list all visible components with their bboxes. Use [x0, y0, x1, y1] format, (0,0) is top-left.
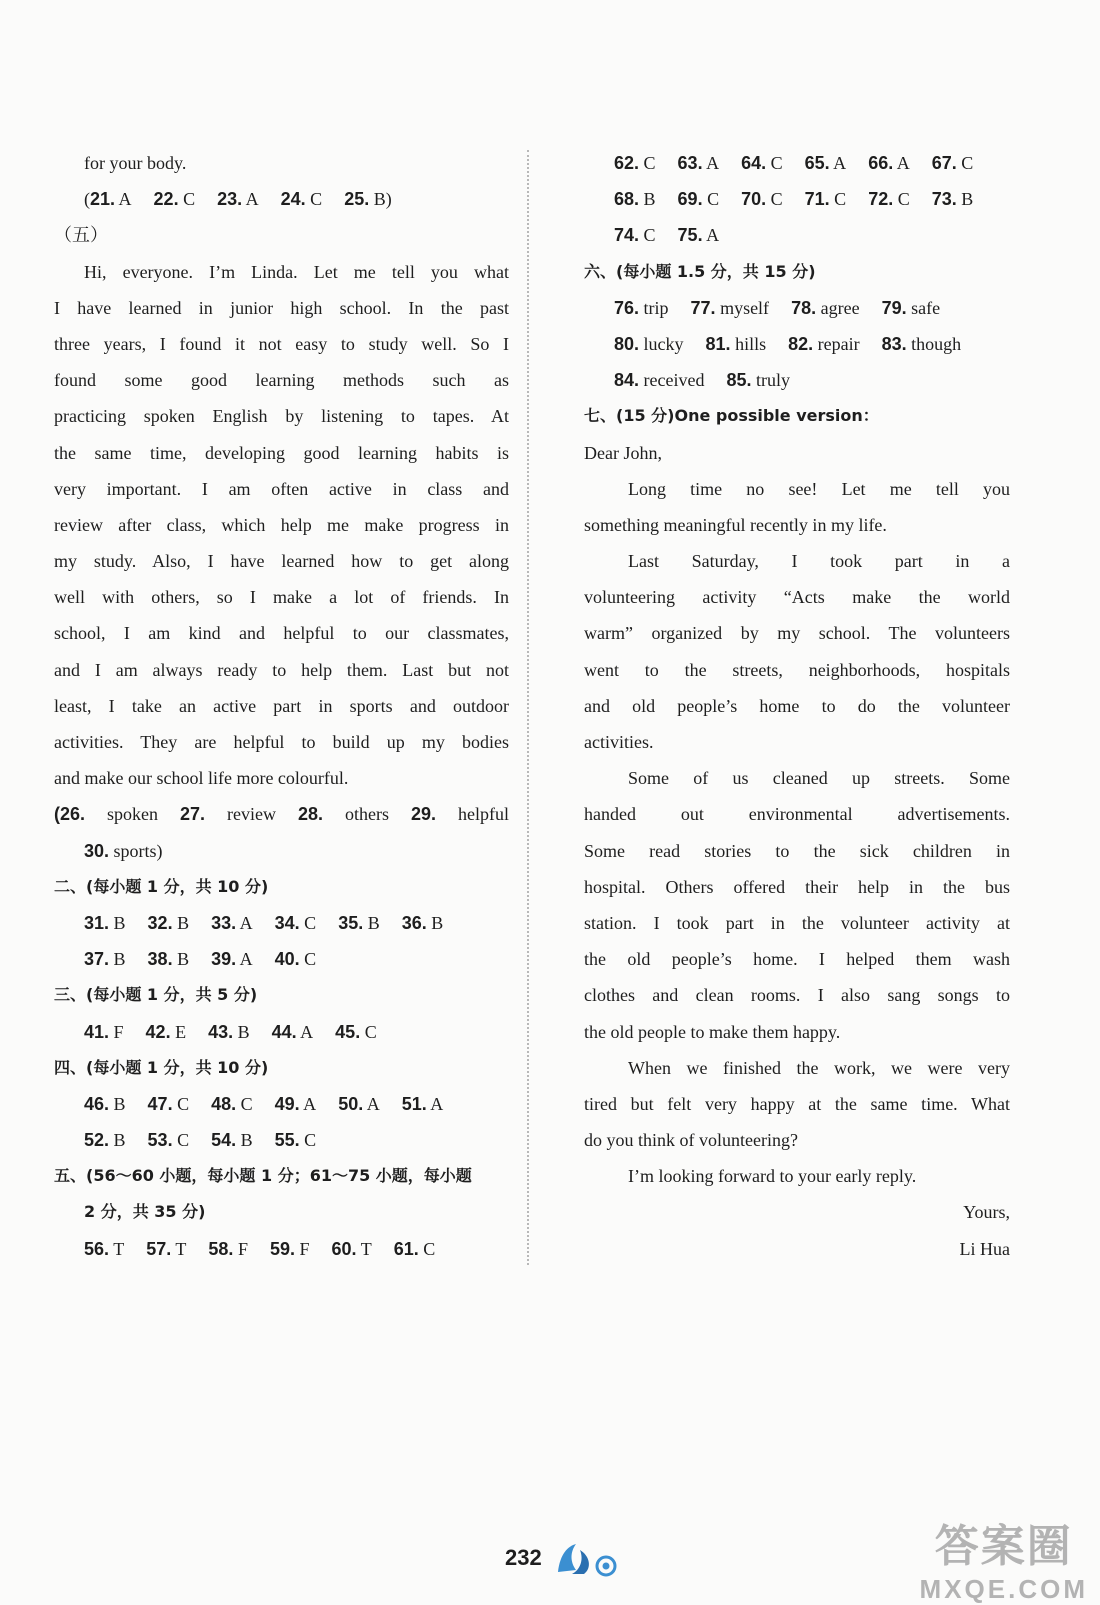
answer-item: [148, 913, 190, 933]
answer-number: 29.: [410, 804, 437, 825]
left-column: [54, 145, 509, 1267]
answer-value: B: [172, 949, 190, 970]
answer-value: B: [363, 912, 380, 933]
answer-row: [584, 145, 1010, 181]
answer-number: 84.: [614, 370, 640, 391]
answer-row: [584, 326, 1010, 362]
passage-line: least, I take an active part in sports and outdoor: [54, 695, 509, 716]
answer-number: 32.: [147, 912, 173, 933]
letter-line: Some of us cleaned up streets. Some: [628, 768, 1010, 789]
passage-line: the same time, developing good learning habits is: [54, 442, 509, 463]
section-2-answers: [54, 905, 509, 977]
answer-item: [932, 189, 974, 209]
answer-number: 63.: [677, 153, 703, 173]
answer-number: 77.: [690, 297, 716, 318]
right-column: [584, 145, 1010, 1267]
answer-item: [805, 153, 847, 173]
page-number: 232: [505, 1545, 542, 1570]
watermark-url: MXQE.COM: [919, 1574, 1088, 1604]
answer-number: 66.: [868, 153, 894, 173]
answer-number: 36.: [401, 912, 427, 933]
answer-value: F: [294, 1238, 310, 1259]
answer-number: 69.: [677, 189, 703, 210]
answer-value: A: [893, 153, 910, 173]
passage-line: school, I am kind and helpful to our classmates,: [54, 623, 509, 644]
answer-value: C: [299, 912, 317, 933]
answer-value: C: [893, 189, 910, 210]
answer-value: myself: [715, 297, 770, 318]
answer-number: 39.: [211, 949, 237, 970]
answer-item: [275, 949, 317, 969]
answer-number: 52.: [84, 1130, 110, 1151]
answer-value: E: [170, 1021, 187, 1042]
letter-line: Last Saturday, I took part in a: [628, 551, 1010, 572]
answer-row: [584, 217, 1010, 253]
answer-item: [741, 189, 783, 209]
answer-item: [614, 334, 684, 354]
answer-row: [584, 181, 1010, 217]
answer-value: C: [829, 189, 847, 210]
answer-item: [298, 804, 389, 824]
answer-item: [741, 153, 783, 173]
answer-item: [868, 189, 910, 209]
answer-number: 45.: [335, 1021, 361, 1042]
answer-number: 82.: [788, 333, 814, 354]
answer-number: 23.: [217, 189, 243, 210]
answer-value: C: [766, 189, 783, 210]
letter-closing: Yours,: [963, 1202, 1010, 1223]
passage-line: review after class, which help me make progress in: [54, 514, 509, 535]
answer-number: 57.: [146, 1238, 172, 1259]
answer-item: [211, 1130, 253, 1150]
answer-item: [678, 225, 720, 245]
answer-value: helpful: [436, 804, 509, 825]
answer-row: [584, 362, 1010, 398]
answer-number: (26.: [54, 804, 86, 825]
answer-number: 27.: [180, 804, 206, 825]
passage-line: and I am always ready to help them. Last but not: [54, 659, 509, 680]
answer-value: A: [829, 153, 847, 173]
answer-number: 38.: [147, 949, 173, 970]
answer-number: 33.: [211, 912, 237, 933]
answer-number: 37.: [84, 949, 110, 970]
answer-number: 62.: [614, 153, 640, 173]
letter-line: and old people’s home to do the volunteer: [584, 695, 1010, 716]
answer-item: [211, 949, 253, 969]
answer-value: B): [369, 189, 392, 210]
answer-value: C: [360, 1021, 377, 1042]
answer-value: hills: [730, 333, 767, 354]
answer-row: [54, 1086, 509, 1122]
answer-value: lucky: [639, 333, 684, 354]
answer-number: 47.: [147, 1093, 173, 1114]
answer-value: A: [702, 225, 720, 246]
answer-value: B: [639, 189, 656, 210]
answer-item: [154, 189, 196, 209]
answer-value: sports): [109, 840, 163, 861]
answer-number: 24.: [280, 189, 306, 210]
section-4-title: 四、(每小题 1 分，共 10 分): [54, 1057, 269, 1077]
answer-number: 28.: [297, 804, 324, 825]
passage-line: well with others, so I make a lot of friends. In: [54, 587, 509, 608]
section-3-title: 三、(每小题 1 分，共 5 分): [54, 985, 258, 1005]
answer-number: 49.: [274, 1093, 300, 1114]
answer-value: F: [109, 1021, 124, 1042]
section-6-title: 六、(每小题 1.5 分，共 15 分): [584, 261, 816, 281]
answer-row: [54, 905, 509, 941]
section-5-label: （五）: [54, 225, 108, 246]
answer-value: A: [426, 1093, 444, 1114]
letter-line: When we finished the work, we were very: [628, 1057, 1010, 1078]
answer-number: 25.: [344, 189, 370, 210]
answer-item: [84, 841, 163, 861]
answer-value: B: [109, 949, 126, 970]
answer-item: [805, 189, 847, 209]
section-2-title: 二、(每小题 1 分，共 10 分): [54, 876, 269, 896]
answer-item: [335, 1022, 377, 1042]
answer-number: 51.: [401, 1093, 427, 1114]
watermark: [920, 1510, 1088, 1605]
answer-number: 73.: [931, 189, 957, 210]
answer-number: 71.: [804, 189, 830, 210]
answer-item: [275, 1094, 317, 1114]
answer-value: C: [702, 189, 720, 210]
answer-value: C: [172, 1130, 190, 1151]
answer-value: A: [363, 1093, 380, 1114]
answer-item: [868, 153, 910, 173]
swirl-logo-icon: [550, 1540, 630, 1585]
answer-value: C: [299, 949, 317, 970]
answer-value: C: [766, 153, 783, 173]
section-5-answers-right: [584, 145, 1010, 254]
answer-item: [614, 225, 656, 245]
passage-line: and make our school life more colourful.: [54, 768, 349, 789]
answer-item: [275, 1130, 317, 1150]
letter-line: station. I took part in the volunteer activity at: [584, 912, 1010, 933]
answer-value: B: [109, 912, 126, 933]
essay-end: for your body.: [84, 153, 187, 173]
answer-number: 41.: [84, 1021, 110, 1042]
answer-number: 30.: [84, 840, 110, 861]
answer-item: [706, 334, 767, 354]
answer-item: [211, 1094, 253, 1114]
answer-value: C: [639, 225, 656, 246]
answer-value: C: [172, 1093, 190, 1114]
answer-value: A: [702, 153, 720, 173]
answer-value: F: [233, 1238, 248, 1259]
letter-line: clothes and clean rooms. I also sang songs to: [584, 985, 1010, 1006]
answer-value: A: [236, 949, 253, 970]
answer-row: [54, 941, 509, 977]
answer-number: 70.: [741, 189, 767, 210]
answer-item: [54, 804, 158, 824]
answer-item: [402, 913, 444, 933]
answer-number: 35.: [338, 912, 364, 933]
answer-value: received: [639, 370, 705, 391]
section-6-answers: [584, 290, 1010, 399]
answer-value: B: [109, 1130, 126, 1151]
answer-value: others: [323, 804, 389, 825]
passage-line: practicing spoken English by listening to tapes. At: [54, 406, 509, 427]
answer-item: [614, 370, 704, 390]
answer-item: [614, 153, 656, 173]
answer-item: [208, 1239, 248, 1259]
answer-item: [180, 804, 276, 824]
answer-number: 50.: [338, 1093, 364, 1114]
answer-number: 56.: [84, 1238, 110, 1259]
answer-value: C: [236, 1093, 253, 1114]
answer-item: [788, 334, 860, 354]
answer-value: spoken: [85, 804, 158, 825]
answer-number: 83.: [881, 333, 907, 354]
answer-item: [84, 1094, 126, 1114]
letter-line: handed out environmental advertisements.: [584, 804, 1010, 825]
letter-line: the old people’s home. I helped them wash: [584, 949, 1010, 970]
letter-signature: Li Hua: [959, 1238, 1010, 1259]
answer-item: [84, 1239, 124, 1259]
answer-number: 40.: [274, 949, 300, 970]
answer-number: 44.: [271, 1021, 297, 1042]
paren: (: [84, 189, 90, 210]
answer-value: B: [956, 189, 974, 210]
section-4-answers: [54, 1086, 509, 1158]
answer-item: [270, 1239, 310, 1259]
letter-line: tired but felt very happy at the same time. What: [584, 1093, 1010, 1114]
passage-line: three years, I found it not easy to study well. So I: [54, 333, 509, 354]
answer-item: [678, 189, 720, 209]
section-5-answers-left: [54, 1231, 509, 1267]
passage-line: I have learned in junior high school. In the past: [54, 297, 509, 318]
answer-item: [614, 298, 669, 318]
section-5-title-2: 2 分，共 35 分): [84, 1202, 206, 1222]
answer-value: safe: [906, 297, 941, 318]
answer-number: 61.: [393, 1238, 419, 1259]
answer-value: B: [233, 1021, 250, 1042]
section-5-title-1: 五、(56～60 小题，每小题 1 分；61～75 小题，每小题: [54, 1166, 472, 1186]
answer-value: trip: [639, 297, 669, 318]
answer-value: A: [236, 912, 253, 933]
answer-number: 22.: [153, 189, 179, 210]
answer-number: 42.: [145, 1021, 171, 1042]
answer-item: [211, 913, 253, 933]
answer-value: truly: [751, 370, 791, 391]
answer-value: B: [236, 1130, 253, 1151]
answer-value: C: [178, 189, 196, 210]
letter-line: Long time no see! Let me tell you: [628, 478, 1010, 499]
answer-number: 85.: [726, 370, 752, 391]
answer-item: [281, 189, 323, 209]
letter-line: the old people to make them happy.: [584, 1021, 841, 1042]
letter-greeting: Dear John,: [584, 442, 662, 463]
answer-number: 48.: [211, 1093, 237, 1114]
watermark-title: 答案圈: [934, 1522, 1073, 1571]
answer-number: 46.: [84, 1093, 110, 1114]
letter-body: [584, 471, 1010, 1195]
letter-line: warm” organized by my school. The volunteers: [584, 623, 1010, 644]
answer-value: B: [172, 912, 190, 933]
letter-line: Some read stories to the sick children in: [584, 840, 1010, 861]
answer-item: [146, 1022, 187, 1042]
answer-item: [146, 1239, 186, 1259]
answer-item: [84, 949, 126, 969]
answer-row: [54, 1231, 509, 1267]
answer-number: 31.: [84, 912, 110, 933]
answer-value: B: [426, 912, 444, 933]
letter-line: went to the streets, neighborhoods, hospitals: [584, 659, 1010, 680]
answer-value: C: [956, 153, 974, 173]
answer-number: 60.: [331, 1238, 357, 1259]
letter-line: hospital. Others offered their help in the bus: [584, 876, 1010, 897]
letter-line: do you think of volunteering?: [584, 1130, 798, 1151]
answer-item: [932, 153, 974, 173]
answer-item: [272, 1022, 314, 1042]
answer-item: [338, 1094, 380, 1114]
answer-number: 80.: [614, 333, 640, 354]
answer-value: repair: [813, 333, 860, 354]
passage-line: Hi, everyone. I’m Linda. Let me tell you what: [84, 261, 509, 282]
letter-line: I’m looking forward to your early reply.: [628, 1166, 917, 1187]
answer-item: [338, 913, 380, 933]
answer-item: [678, 153, 720, 173]
answer-number: 53.: [147, 1130, 173, 1151]
answer-number: 74.: [614, 225, 640, 246]
answer-item: [90, 189, 132, 209]
answer-value: C: [418, 1238, 436, 1259]
answer-value: T: [171, 1238, 187, 1259]
answer-item: [344, 189, 392, 209]
answer-item: [148, 949, 190, 969]
answer-value: agree: [816, 297, 860, 318]
answer-item: [882, 334, 962, 354]
column-divider: [527, 150, 529, 1265]
answer-item: [148, 1094, 190, 1114]
answer-number: 68.: [614, 189, 640, 210]
answer-item: [84, 1130, 126, 1150]
answer-value: C: [299, 1130, 317, 1151]
answer-number: 67.: [931, 153, 957, 173]
section-3-answers: [54, 1014, 509, 1050]
answer-value: A: [296, 1021, 314, 1042]
answer-item: [691, 298, 770, 318]
answer-item: [394, 1239, 436, 1259]
answer-number: 78.: [791, 297, 817, 318]
answer-item: [332, 1239, 372, 1259]
passage-line: my study. Also, I have learned how to get along: [54, 551, 509, 572]
passage-line: very important. I am often active in class and: [54, 478, 509, 499]
answer-number: 75.: [677, 225, 703, 246]
section-7-title: 七、(15 分)One possible version：: [584, 406, 879, 426]
answer-value: review: [205, 804, 276, 825]
answer-item: [275, 913, 317, 933]
answer-number: 54.: [211, 1130, 237, 1151]
answer-value: A: [242, 189, 259, 210]
answers-30: [54, 833, 509, 869]
answer-row: [54, 1014, 509, 1050]
answer-item: [882, 298, 941, 318]
answer-value: C: [305, 189, 323, 210]
answer-row: [54, 1122, 509, 1158]
answer-item: [148, 1130, 190, 1150]
answer-value: though: [906, 333, 962, 354]
answer-number: 55.: [274, 1130, 300, 1151]
answer-item: [84, 1022, 124, 1042]
answer-number: 58.: [208, 1238, 234, 1259]
answer-item: [84, 913, 126, 933]
answer-item: [614, 189, 656, 209]
answer-value: C: [639, 153, 656, 173]
answer-number: 43.: [208, 1021, 234, 1042]
answer-number: 79.: [881, 297, 907, 318]
answer-item: [411, 804, 509, 824]
answer-number: 76.: [614, 297, 640, 318]
answer-number: 59.: [269, 1238, 295, 1259]
answer-number: 21.: [90, 189, 116, 210]
answer-value: T: [109, 1238, 125, 1259]
answer-number: 64.: [741, 153, 767, 173]
answer-value: T: [356, 1238, 372, 1259]
letter-line: something meaningful recently in my life.: [584, 514, 887, 535]
passage-line: found some good learning methods such as: [54, 370, 509, 391]
answer-number: 72.: [868, 189, 894, 210]
answer-row: [584, 290, 1010, 326]
answer-number: 81.: [705, 333, 731, 354]
answer-item: [402, 1094, 444, 1114]
answers-21-25: [54, 181, 509, 217]
answers-26-29: [54, 796, 509, 832]
answer-value: B: [109, 1093, 126, 1114]
answer-value: A: [115, 189, 132, 210]
answer-number: 65.: [804, 153, 830, 173]
answer-item: [726, 370, 790, 390]
answer-item: [217, 189, 259, 209]
answer-item: [208, 1022, 250, 1042]
answer-value: A: [299, 1093, 317, 1114]
answer-number: 34.: [274, 912, 300, 933]
letter-line: volunteering activity “Acts make the world: [584, 587, 1010, 608]
letter-line: activities.: [584, 732, 654, 752]
passage-line: activities. They are helpful to build up my bodies: [54, 732, 509, 752]
passage: [54, 254, 509, 797]
answer-item: [791, 298, 860, 318]
